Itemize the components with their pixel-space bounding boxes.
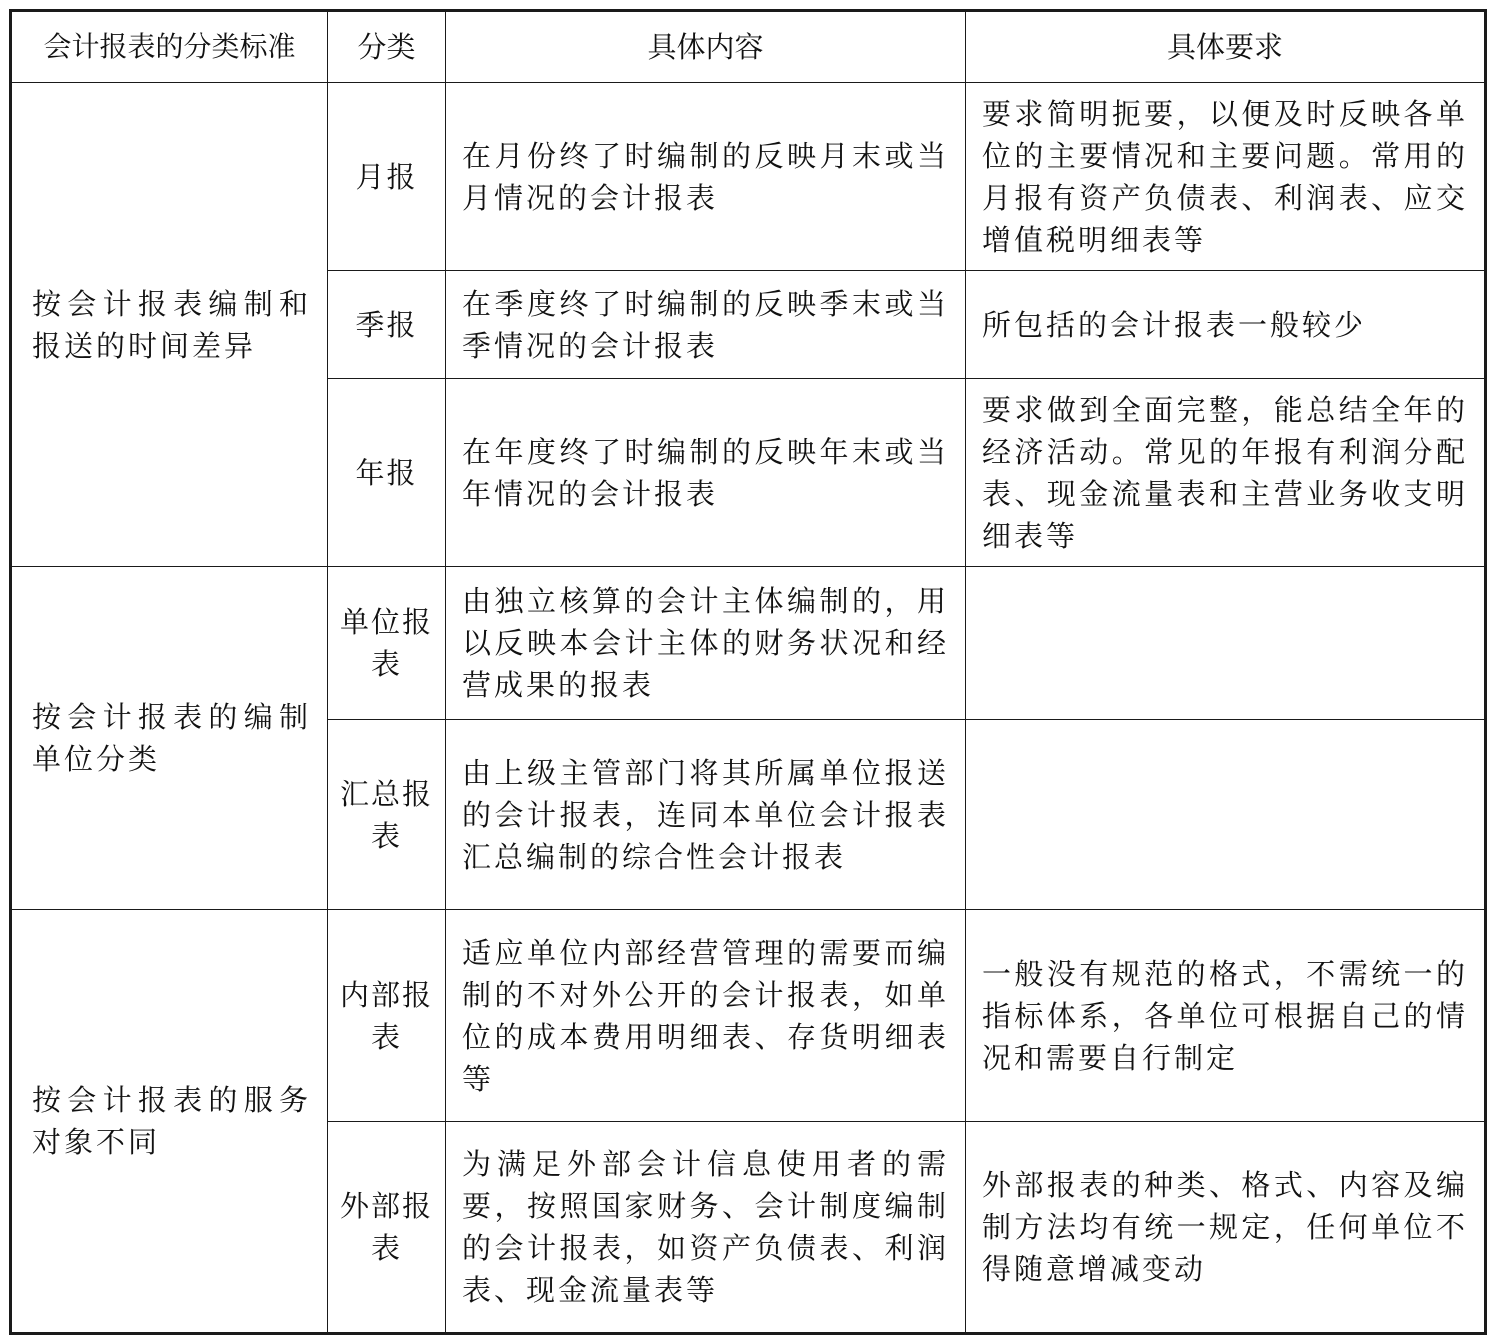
requirement-summary-report [966,720,1486,910]
requirement-annual: 要求做到全面完整，能总结全年的经济活动。常见的年报有利润分配表、现金流量表和主营业务收支明细表等 [966,379,1486,567]
category-external-report: 外部报表 [328,1122,446,1334]
header-standard: 会计报表的分类标准 [11,11,328,83]
category-monthly: 月报 [328,83,446,271]
requirement-unit-report [966,567,1486,720]
requirement-quarterly: 所包括的会计报表一般较少 [966,271,1486,379]
standard-service-object: 按会计报表的服务对象不同 [11,910,328,1334]
category-unit-report: 单位报表 [328,567,446,720]
requirement-monthly: 要求简明扼要，以便及时反映各单位的主要情况和主要问题。常用的月报有资产负债表、利润表、应交增值税明细表等 [966,83,1486,271]
content-internal-report: 适应单位内部经营管理的需要而编制的不对外公开的会计报表，如单位的成本费用明细表、存货明细表等 [446,910,966,1122]
category-annual: 年报 [328,379,446,567]
table-row-internal-report [11,910,1486,1122]
category-quarterly: 季报 [328,271,446,379]
content-annual: 在年度终了时编制的反映年末或当年情况的会计报表 [446,379,966,567]
content-unit-report: 由独立核算的会计主体编制的，用以反映本会计主体的财务状况和经营成果的报表 [446,567,966,720]
requirement-internal-report: 一般没有规范的格式，不需统一的指标体系，各单位可根据自己的情况和需要自行制定 [966,910,1486,1122]
category-internal-report: 内部报表 [328,910,446,1122]
requirement-external-report: 外部报表的种类、格式、内容及编制方法均有统一规定，任何单位不得随意增减变动 [966,1122,1486,1334]
content-summary-report: 由上级主管部门将其所属单位报送的会计报表，连同本单位会计报表汇总编制的综合性会计报表 [446,720,966,910]
content-quarterly: 在季度终了时编制的反映季末或当季情况的会计报表 [446,271,966,379]
header-category: 分类 [328,11,446,83]
header-content: 具体内容 [446,11,966,83]
table-header-row [11,11,1486,83]
table-row-unit-report [11,567,1486,720]
category-summary-report: 汇总报表 [328,720,446,910]
content-external-report: 为满足外部会计信息使用者的需要，按照国家财务、会计制度编制的会计报表，如资产负债表、利润表、现金流量表等 [446,1122,966,1334]
header-requirement: 具体要求 [966,11,1486,83]
report-classification-table [9,9,1487,1335]
standard-compiling-unit: 按会计报表的编制单位分类 [11,567,328,910]
table-row-monthly [11,83,1486,271]
standard-time-difference: 按会计报表编制和报送的时间差异 [11,83,328,567]
content-monthly: 在月份终了时编制的反映月末或当月情况的会计报表 [446,83,966,271]
